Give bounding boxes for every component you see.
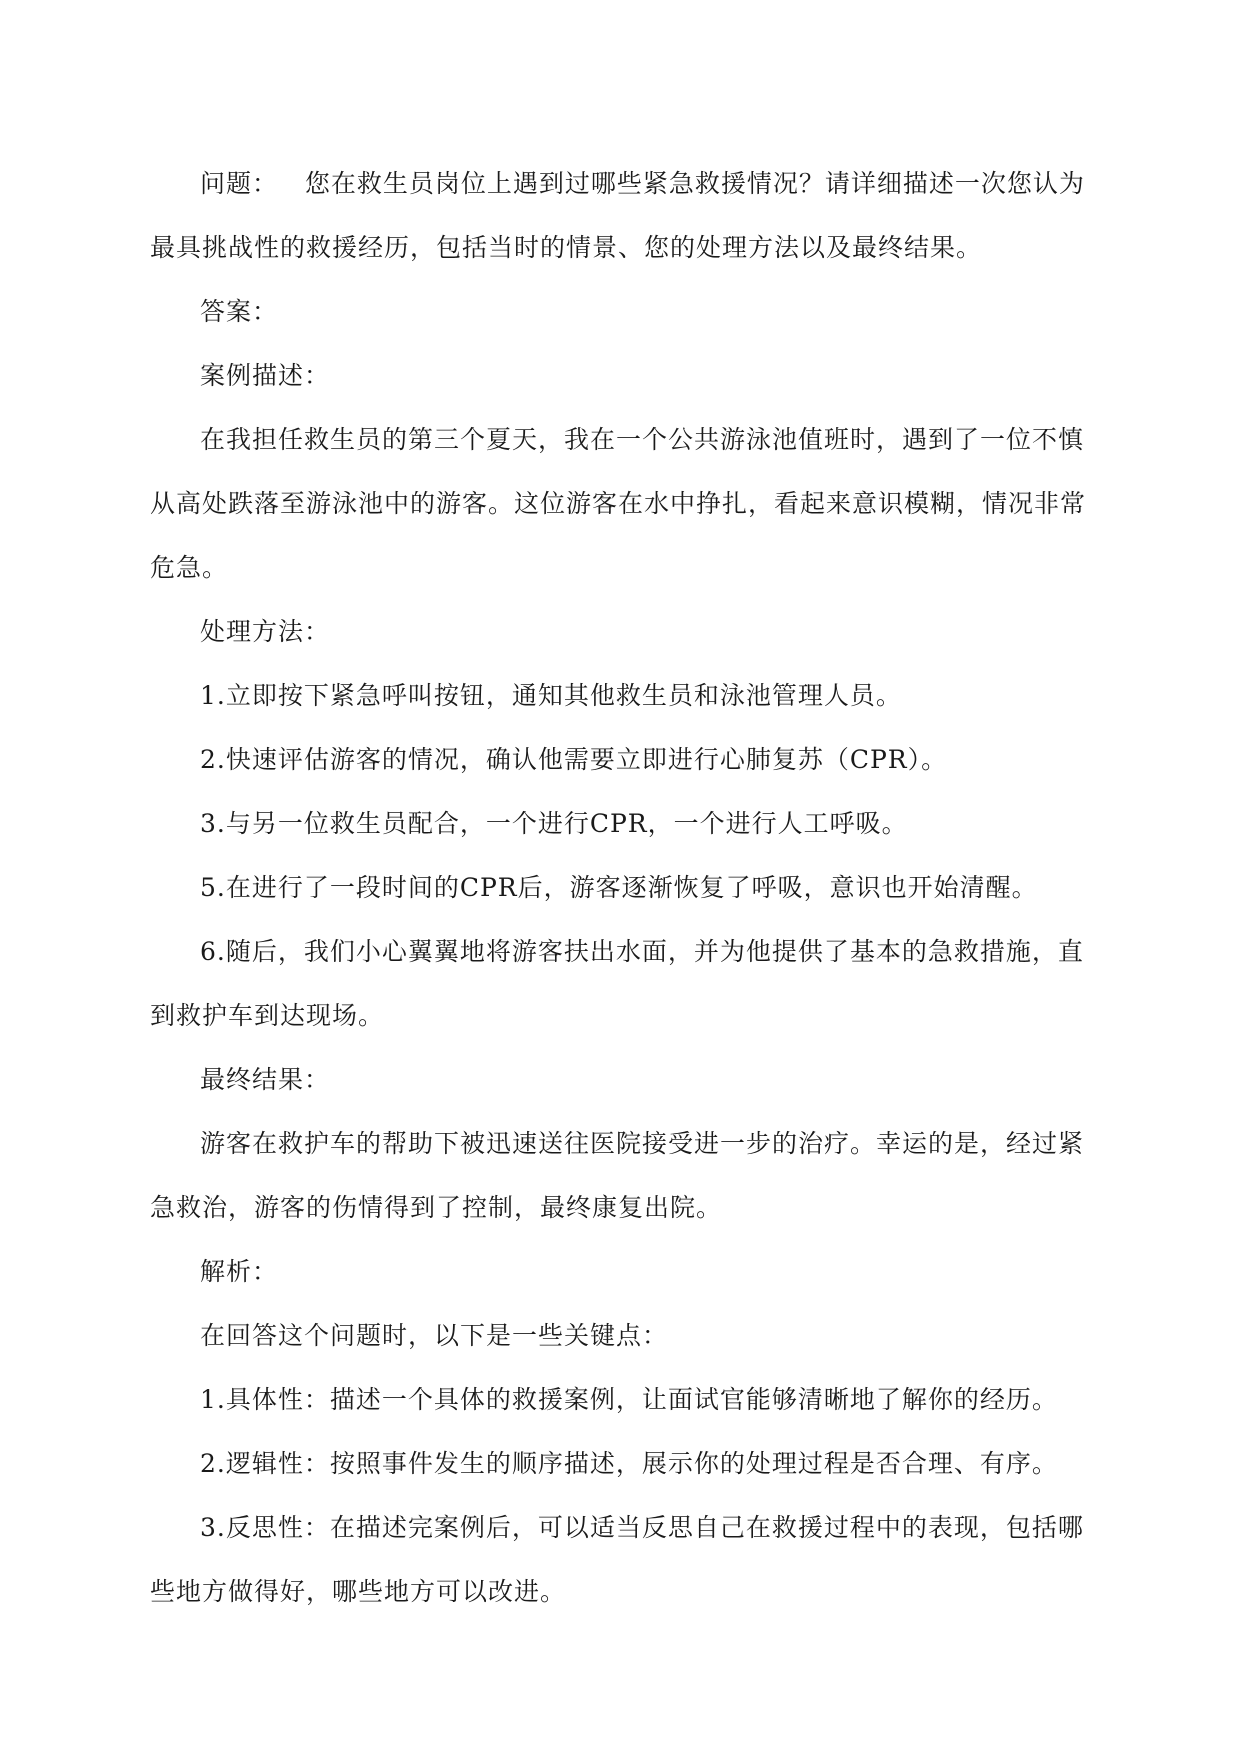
analysis-heading: 解析： [200,1257,279,1286]
step-item: 6.随后，我们小心翼翼地将游客扶出水面，并为他提供了基本的急救措施，直到救护车到达现场。 [150,937,1084,1030]
step-item: 1.立即按下紧急呼叫按钮，通知其他救生员和泳池管理人员。 [200,681,902,710]
case-text: 在我担任救生员的第三个夏天，我在一个公共游泳池值班时，遇到了一位不慎从高处跌落至游泳池中的游客。这位游客在水中挣扎，看起来意识模糊，情况非常危急。 [150,425,1087,582]
key-point-item: 2.逻辑性：按照事件发生的顺序描述，展示你的处理过程是否合理、有序。 [200,1449,1058,1478]
document-body [150,152,1090,1624]
analysis-intro: 在回答这个问题时，以下是一些关键点： [200,1321,669,1350]
result-text: 游客在救护车的帮助下被迅速送往医院接受进一步的治疗。幸运的是，经过紧急救治，游客的伤情得到了控制，最终康复出院。 [150,1129,1085,1222]
method-heading: 处理方法： [200,617,331,646]
key-point-item: 1.具体性：描述一个具体的救援案例，让面试官能够清晰地了解你的经历。 [200,1385,1058,1414]
key-point-item: 3.反思性：在描述完案例后，可以适当反思自己在救援过程中的表现，包括哪些地方做得好，哪些地方可以改进。 [150,1513,1084,1606]
question-text: 您在救生员岗位上遇到过哪些紧急救援情况？请详细描述一次您认为最具挑战性的救援经历，包括当时的情景、您的处理方法以及最终结果。 [150,169,1085,262]
step-item: 2.快速评估游客的情况，确认他需要立即进行心肺复苏（CPR）。 [200,745,948,774]
step-item: 3.与另一位救生员配合，一个进行CPR，一个进行人工呼吸。 [200,809,908,838]
step-item: 5.在进行了一段时间的CPR后，游客逐渐恢复了呼吸，意识也开始清醒。 [200,873,1038,902]
question-paragraph [150,152,1090,280]
answer-heading: 答案： [200,297,279,326]
result-heading: 最终结果： [200,1065,331,1094]
case-heading: 案例描述： [200,361,331,390]
question-label: 问题： [200,169,279,198]
